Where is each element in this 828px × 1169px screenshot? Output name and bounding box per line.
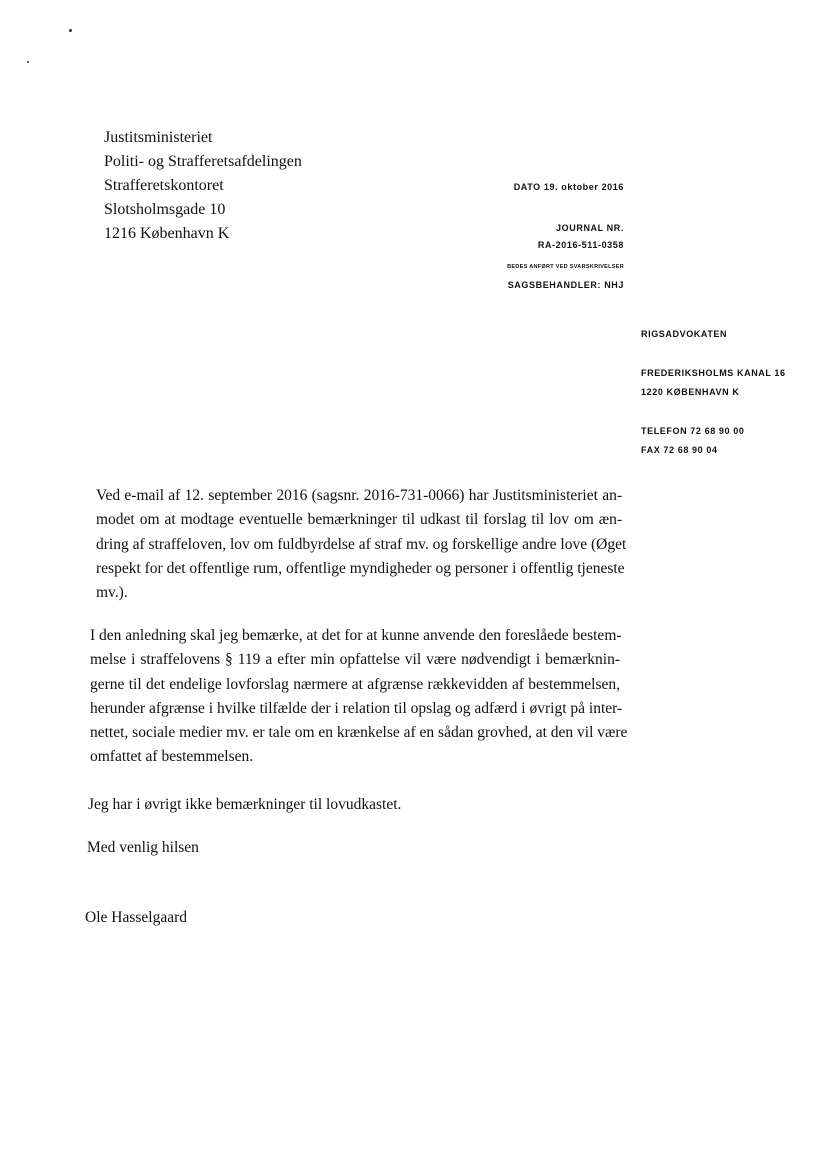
body-line: nettet, sociale medier mv. er tale om en krænkelse af en sådan grovhed, at den vil være bbox=[90, 724, 628, 742]
scan-speck bbox=[27, 61, 29, 63]
signature: Ole Hasselgaard bbox=[85, 909, 187, 926]
case-handler: SAGSBEHANDLER: NHJ bbox=[507, 280, 624, 290]
date-line: DATO 19. oktober 2016 bbox=[513, 182, 624, 192]
body-line: melse i straffelovens § 119 a efter min opfattelse vil være nødvendigt i bemærknin- bbox=[90, 651, 620, 669]
body-line: I den anledning skal jeg bemærke, at det for at kunne anvende den foreslåede bestem- bbox=[90, 627, 622, 644]
body-line: mv.). bbox=[96, 584, 128, 602]
closing: Med venlig hilsen bbox=[87, 839, 199, 856]
body-line: Ved e-mail af 12. september 2016 (sagsnr. 2016-731-0066) har Justitsministeriet an- bbox=[96, 487, 622, 504]
recipient-line: Strafferetskontoret bbox=[104, 177, 224, 194]
recipient-line: Justitsministeriet bbox=[104, 129, 213, 146]
body-line: dring af straffeloven, lov om fuldbyrdelse af straf mv. og forskellige andre love (Øget bbox=[96, 535, 627, 553]
journal-number: RA-2016-511-0358 bbox=[537, 240, 624, 250]
sender-phone: TELEFON 72 68 90 00 bbox=[641, 426, 745, 436]
sender-street: FREDERIKSHOLMS KANAL 16 bbox=[641, 368, 786, 378]
sender-name: RIGSADVOKATEN bbox=[641, 329, 728, 339]
body-line: gerne til det endelige lovforslag nærmere at afgrænse rækkevidden af bestemmelsen, bbox=[90, 675, 620, 693]
sender-city: 1220 KØBENHAVN K bbox=[641, 387, 740, 397]
recipient-line: 1216 København K bbox=[104, 225, 230, 242]
body-paragraph-2 bbox=[90, 624, 628, 770]
scan-speck bbox=[69, 29, 72, 32]
recipient-line: Politi- og Strafferetsafdelingen bbox=[104, 153, 302, 170]
body-paragraph-3: Jeg har i øvrigt ikke bemærkninger til lovudkastet. bbox=[88, 796, 402, 813]
body-line: respekt for det offentlige rum, offentlige myndigheder og personer i offentlig tjeneste bbox=[96, 559, 625, 577]
body-line: modet om at modtage eventuelle bemærkninger til udkast til forslag til lov om æn- bbox=[96, 511, 622, 529]
sender-fax: FAX 72 68 90 04 bbox=[641, 445, 718, 455]
recipient-address bbox=[104, 126, 302, 246]
body-line: herunder afgrænse i hvilke tilfælde der i relation til opslag og adfærd i øvrigt på inter- bbox=[90, 699, 623, 717]
journal-label: JOURNAL NR. bbox=[556, 223, 624, 233]
reference-note: BEDES ANFØRT VED SVARSKRIVELSER bbox=[507, 264, 624, 270]
body-line: omfattet af bestemmelsen. bbox=[90, 748, 254, 766]
recipient-line: Slotsholmsgade 10 bbox=[104, 201, 226, 218]
body-paragraph-1 bbox=[96, 484, 627, 605]
